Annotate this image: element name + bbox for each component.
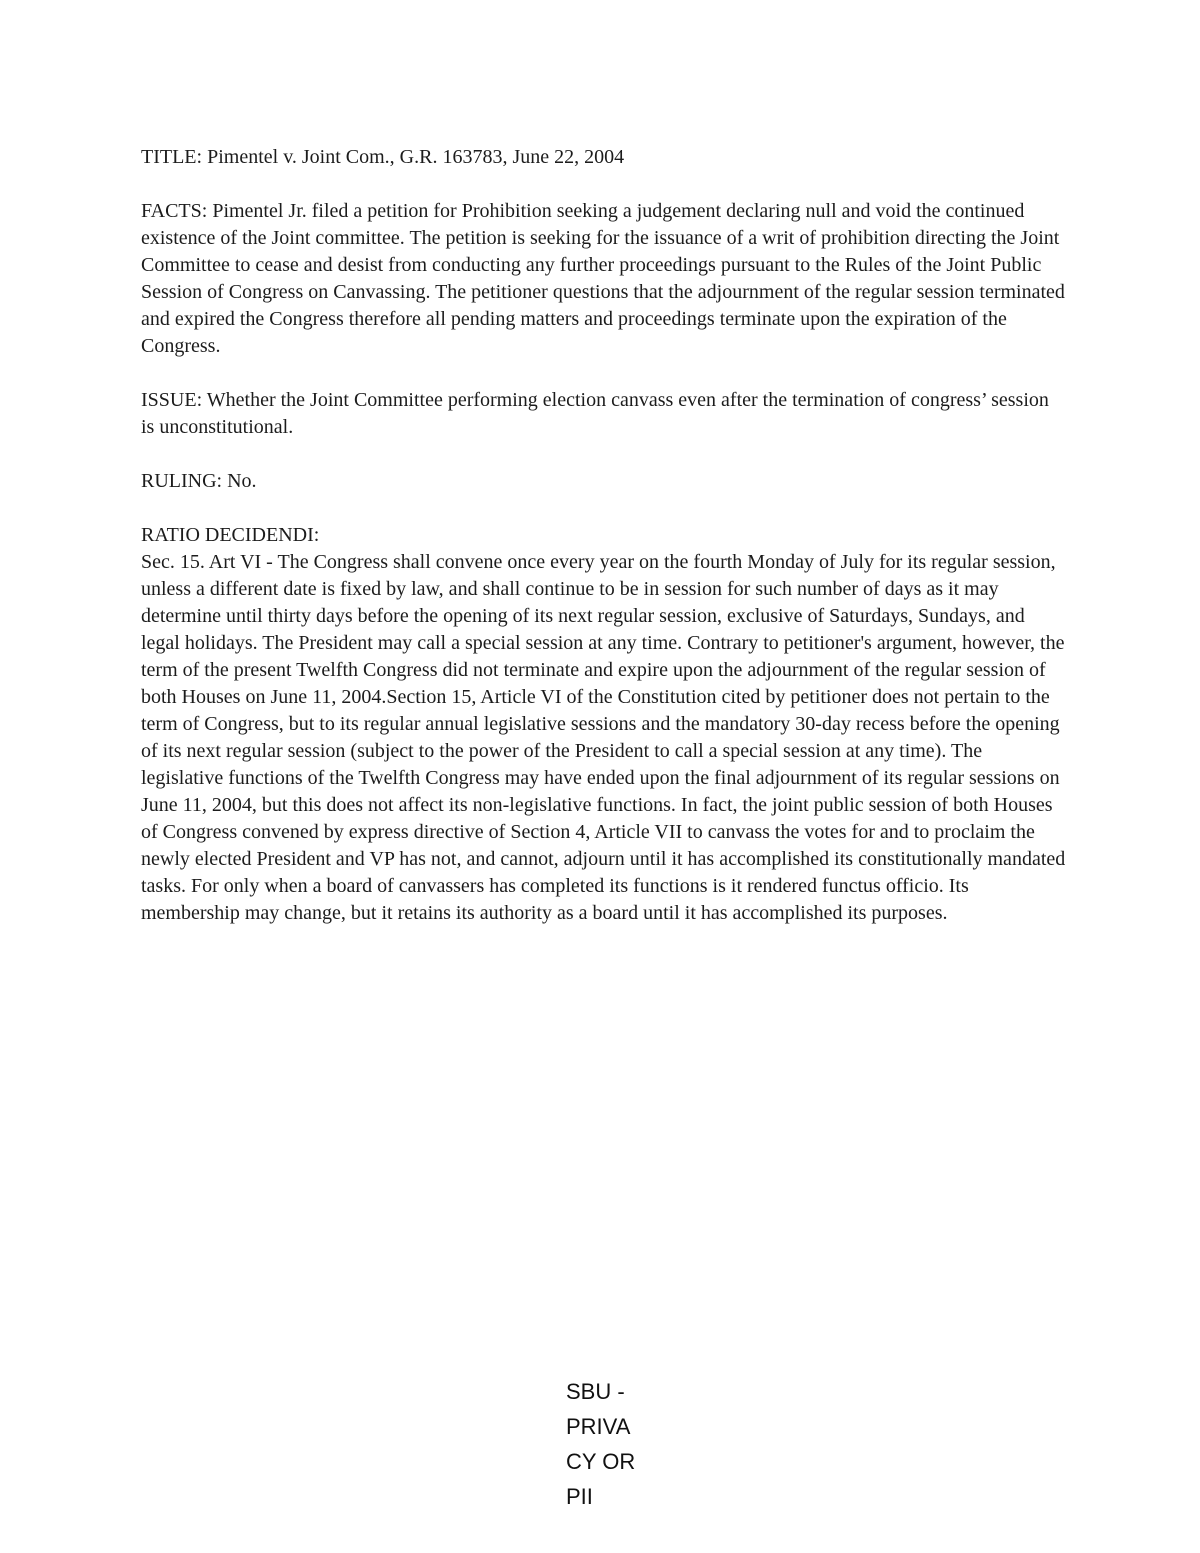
ruling-paragraph: RULING: No.	[141, 470, 257, 492]
ratio-paragraph: Sec. 15. Art VI - The Congress shall convene once every year on the fourth Monday of July for its regular session, unless a different date is fixed by law, and shall continue to be in session for such number of days as it may determine until thirty days before the opening of its next regular session, exclusive of Saturdays, Sundays, and legal holidays. The President may call a special session at any time. Contrary to petitioner's argument, however, the term of the present Twelfth Congress did not terminate and expire upon the adjournment of the regular session of both Houses on June 11, 2004.Section 15, Article VI of the Constitution cited by petitioner does not pertain to the term of Congress, but to its regular annual legislative sessions and the mandatory 30-day recess before the opening of its next regular session (subject to the power of the President to call a special session at any time). The legislative functions of the Twelfth Congress may have ended upon the final adjournment of its regular sessions on June 11, 2004, but this does not affect its non-legislative functions. In fact, the joint public session of both Houses of Congress convened by express directive of Section 4, Article VII to canvass the votes for and to proclaim the newly elected President and VP has not, and cannot, adjourn until it has accomplished its constitutionally mandated tasks. For only when a board of canvassers has completed its functions is it rendered functus officio. Its membership may change, but it retains its authority as a board until it has accomplished its purposes.	[141, 551, 1066, 924]
facts-paragraph: FACTS: Pimentel Jr. filed a petition for Prohibition seeking a judgement declaring null and void the continued existence of the Joint committee. The petition is seeking for the issuance of a writ of prohibition directing the Joint Committee to cease and desist from conducting any further proceedings pursuant to the Rules of the Joint Public Session of Congress on Canvassing. The petitioner questions that the adjournment of the regular session terminated and expired the Congress therefore all pending matters and proceedings terminate upon the expiration of the Congress.	[141, 200, 1065, 357]
classification-line: CY OR	[566, 1449, 636, 1474]
ratio-heading: RATIO DECIDENDI:	[141, 524, 320, 546]
classification-line: SBU -	[566, 1379, 625, 1404]
classification-line: PII	[566, 1484, 593, 1509]
classification-line: PRIVA	[566, 1414, 631, 1439]
document-body	[141, 144, 1066, 927]
issue-paragraph: ISSUE: Whether the Joint Committee performing election canvass even after the termination of congress’ session is unconstitutional.	[141, 389, 1049, 438]
case-title: TITLE: Pimentel v. Joint Com., G.R. 163783, June 22, 2004	[141, 146, 625, 168]
classification-marking	[566, 1374, 686, 1514]
